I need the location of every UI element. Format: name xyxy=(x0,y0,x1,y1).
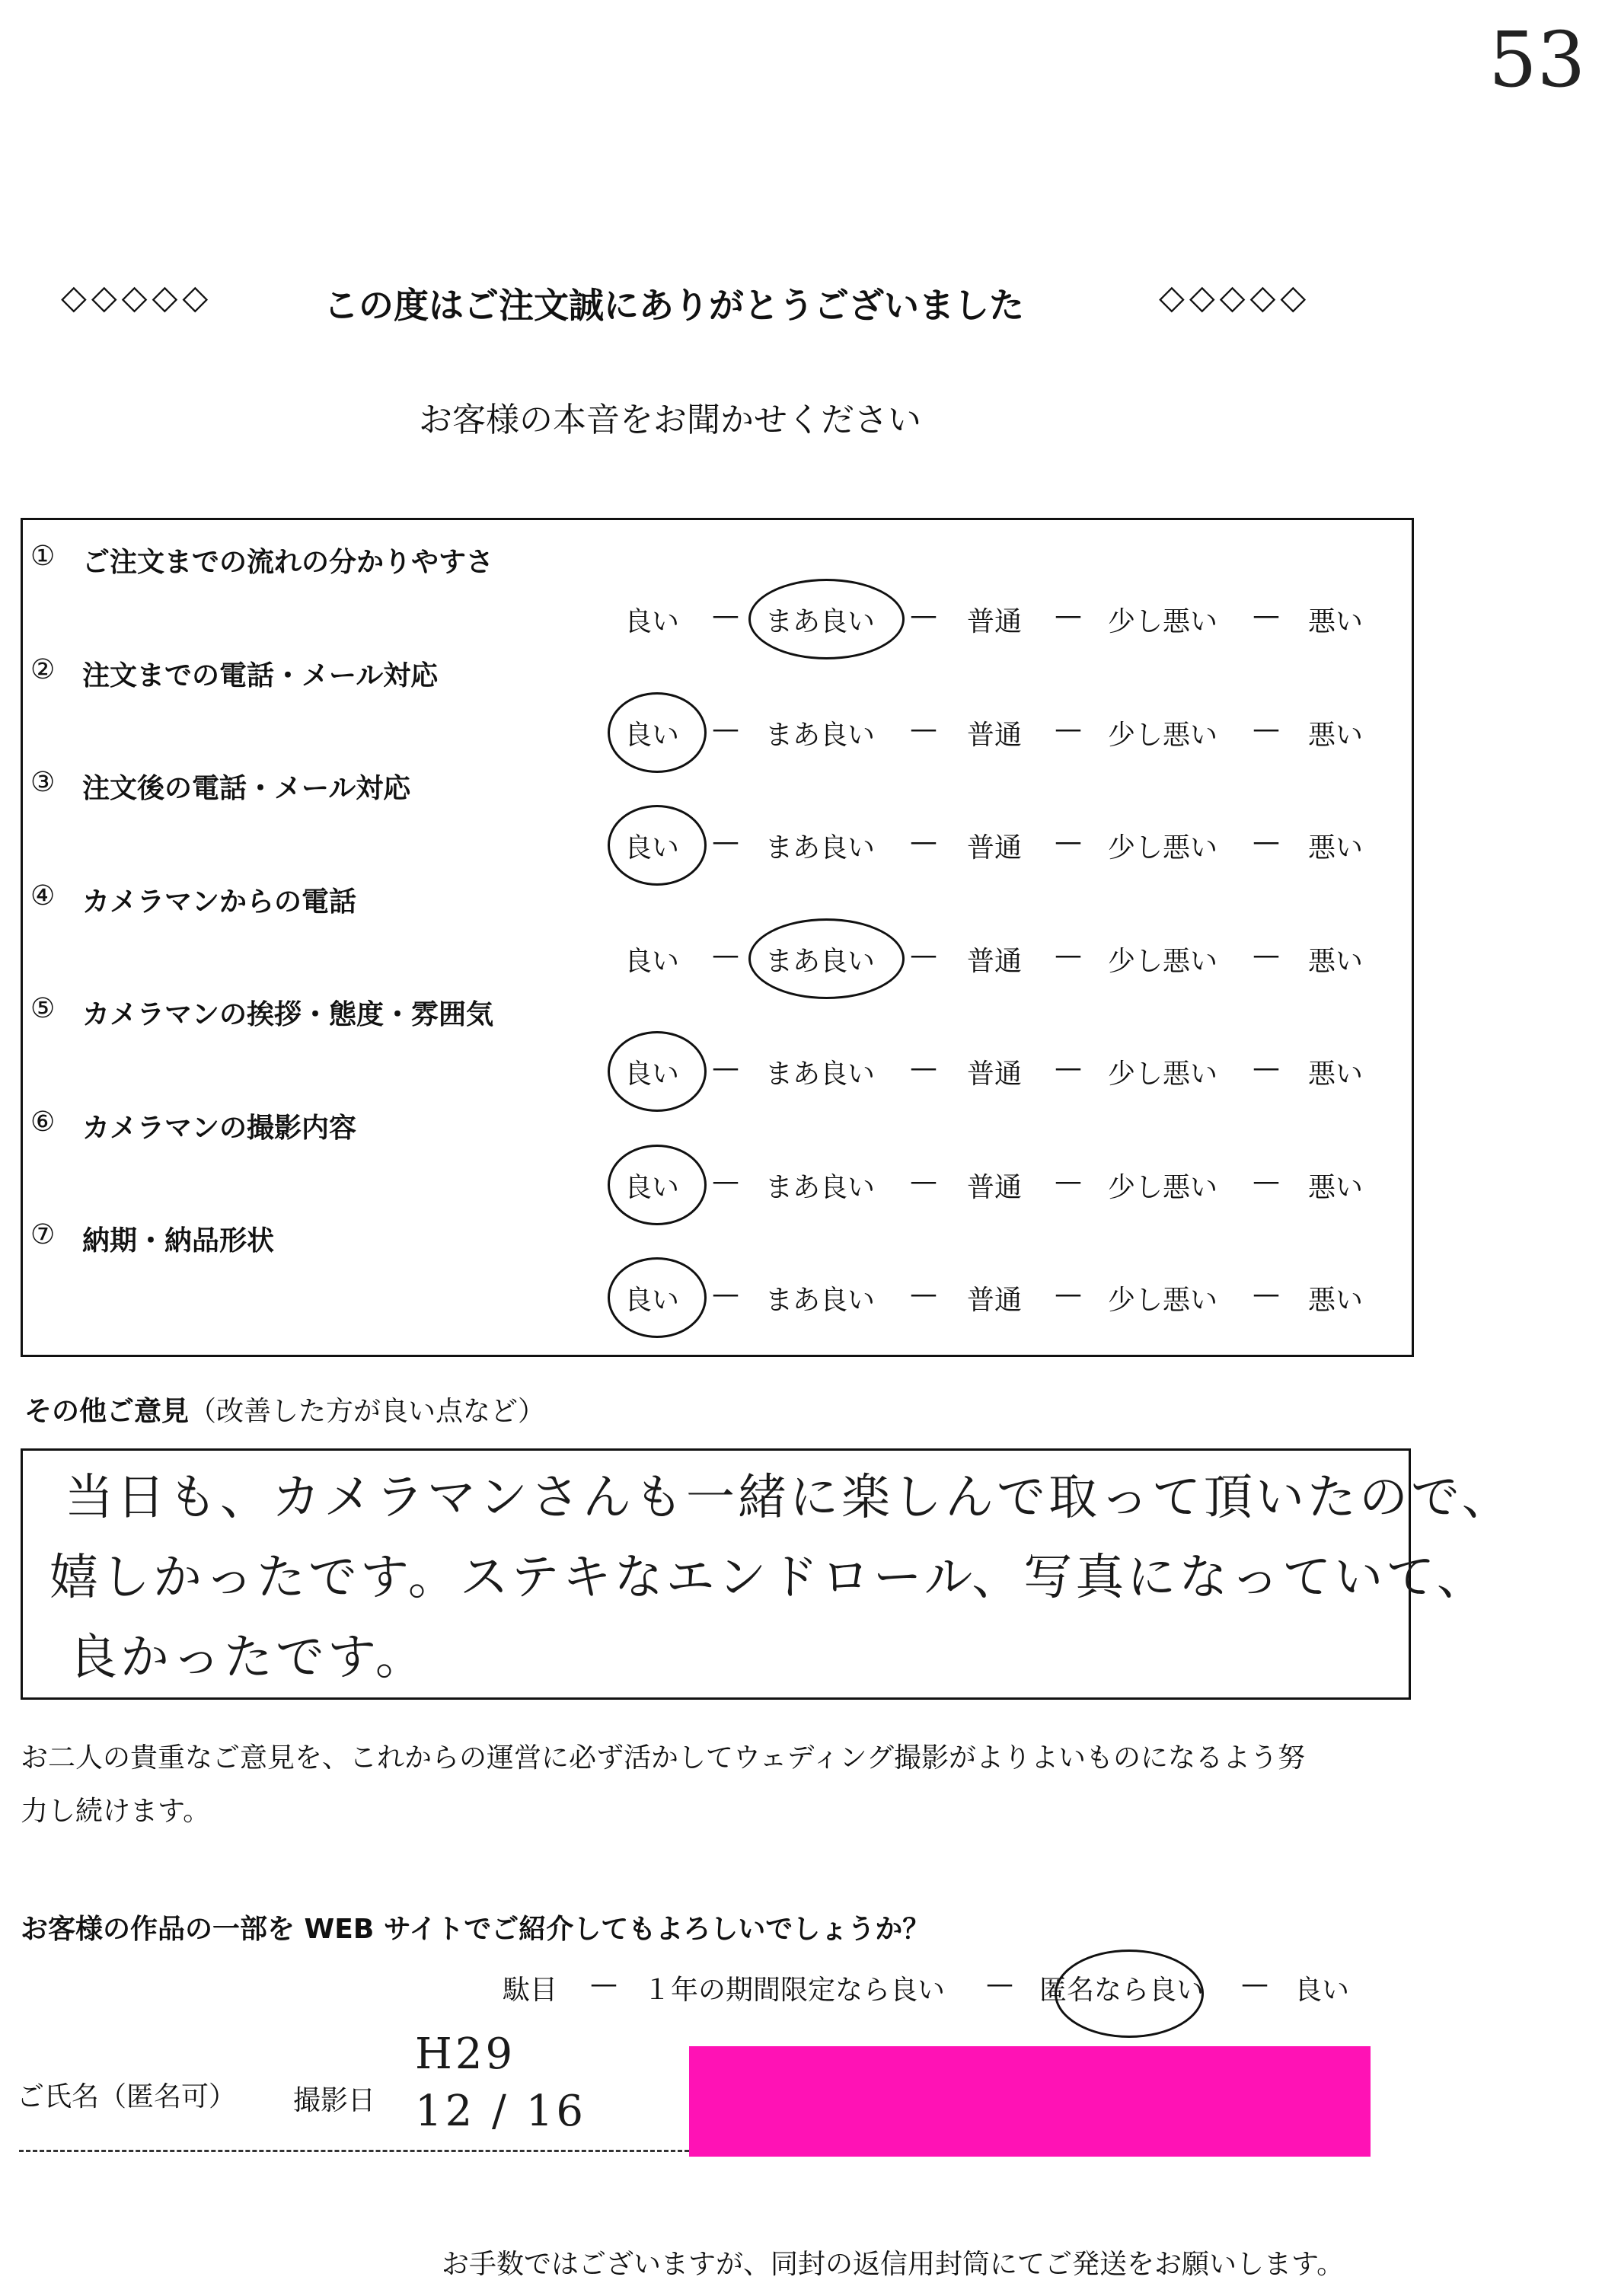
rating-option[interactable]: 少し悪い xyxy=(1108,1285,1218,1316)
page-number: 53 xyxy=(1489,15,1586,104)
shoot-date-year: H29 xyxy=(415,2029,516,2079)
question-number: ① xyxy=(30,541,56,572)
separator: — xyxy=(1253,826,1280,857)
rating-option[interactable]: 良い xyxy=(624,945,680,977)
rating-option[interactable]: 悪い xyxy=(1308,945,1364,977)
rating-option[interactable]: 少し悪い xyxy=(1108,606,1218,637)
closing-text-line: 力し続けます。 xyxy=(21,1796,211,1827)
closing-text-line: お二人の貴重なご意見を、これからの運営に必ず活かしてウェディング撮影がよりよいものになるよう努 xyxy=(21,1742,1305,1774)
rating-option[interactable]: 少し悪い xyxy=(1108,945,1218,977)
separator: — xyxy=(712,1165,739,1197)
separator: — xyxy=(1253,600,1280,631)
rating-option[interactable]: 普通 xyxy=(967,719,1023,751)
separator: — xyxy=(1055,826,1082,857)
separator: — xyxy=(712,1279,739,1310)
question-number: ⑤ xyxy=(30,993,56,1024)
question-text: 納期・納品形状 xyxy=(82,1225,275,1257)
shoot-date-day: 12 / 16 xyxy=(415,2087,586,2136)
rating-option[interactable]: 少し悪い xyxy=(1108,832,1218,864)
web-option-no[interactable]: 駄目 xyxy=(503,1975,558,2006)
rating-option[interactable]: 悪い xyxy=(1308,719,1364,751)
question-text: カメラマンからの電話 xyxy=(82,886,357,918)
rating-option[interactable]: 良い xyxy=(624,832,680,864)
separator: — xyxy=(1253,1165,1280,1197)
rating-option[interactable]: 悪い xyxy=(1308,1285,1364,1316)
separator: — xyxy=(910,826,937,857)
rating-option[interactable]: 少し悪い xyxy=(1108,1059,1218,1090)
separator: — xyxy=(910,600,937,631)
question-text: カメラマンの撮影内容 xyxy=(82,1112,357,1144)
separator: — xyxy=(712,713,739,745)
separator: — xyxy=(712,826,739,857)
footer-note: お手数ではございますが、同封の返信用封筒にてご発送をお願いします。 xyxy=(442,2249,1345,2280)
rating-option[interactable]: 良い xyxy=(624,606,680,637)
separator: — xyxy=(910,1165,937,1197)
selection-circle xyxy=(1055,1950,1204,2038)
shoot-date-label: 撮影日 xyxy=(293,2085,376,2116)
rating-option[interactable]: まあ良い xyxy=(765,1059,876,1090)
selection-circle xyxy=(608,805,707,886)
rating-option[interactable]: 悪い xyxy=(1308,832,1364,864)
rating-option[interactable]: まあ良い xyxy=(765,945,876,977)
comment-line: 当日も、カメラマンさんも一緒に楽しんで取って頂いたので、 xyxy=(65,1470,1514,1526)
rating-option[interactable]: まあ良い xyxy=(765,1171,876,1203)
separator: — xyxy=(910,1052,937,1084)
other-opinions-note: （改善した方が良い点など） xyxy=(189,1396,546,1427)
rating-option[interactable]: 良い xyxy=(624,719,680,751)
rating-option[interactable]: 普通 xyxy=(967,1285,1023,1316)
selection-circle xyxy=(608,1031,707,1112)
separator: — xyxy=(590,1969,618,2000)
rating-option[interactable]: 良い xyxy=(624,1171,680,1203)
decorative-diamonds-left: ◇◇◇◇◇ xyxy=(61,278,213,317)
rating-option[interactable]: 普通 xyxy=(967,1171,1023,1203)
question-text: 注文までの電話・メール対応 xyxy=(82,659,439,691)
rating-option[interactable]: 普通 xyxy=(967,606,1023,637)
redacted-name-box xyxy=(689,2046,1371,2157)
separator: — xyxy=(910,1279,937,1310)
separator: — xyxy=(1055,939,1082,971)
separator: — xyxy=(910,939,937,971)
question-number: ⑦ xyxy=(30,1219,56,1250)
separator: — xyxy=(910,713,937,745)
rating-option[interactable]: 良い xyxy=(624,1285,680,1316)
question-text: 注文後の電話・メール対応 xyxy=(82,773,411,804)
web-option-yes[interactable]: 良い xyxy=(1294,1975,1350,2006)
rating-option[interactable]: 普通 xyxy=(967,1059,1023,1090)
selection-circle xyxy=(748,579,905,659)
other-opinions-label: その他ご意見 xyxy=(24,1396,190,1427)
other-opinions-heading xyxy=(24,1390,545,1429)
separator: — xyxy=(1253,713,1280,745)
question-text: ご注文までの流れの分かりやすさ xyxy=(82,547,494,578)
separator: — xyxy=(986,1969,1013,2000)
rating-option[interactable]: 少し悪い xyxy=(1108,719,1218,751)
rating-option[interactable]: まあ良い xyxy=(765,719,876,751)
page-title: この度はご注文誠にありがとうございました xyxy=(324,285,1024,326)
question-number: ⑥ xyxy=(30,1106,56,1138)
decorative-diamonds-right: ◇◇◇◇◇ xyxy=(1159,278,1311,317)
web-option-anonymous[interactable]: 匿名なら良い xyxy=(1039,1975,1205,2006)
rating-option[interactable]: 良い xyxy=(624,1059,680,1090)
question-number: ④ xyxy=(30,880,56,912)
question-number: ② xyxy=(30,653,56,685)
page-subtitle: お客様の本音をお聞かせください xyxy=(419,401,921,439)
rating-option[interactable]: 普通 xyxy=(967,945,1023,977)
selection-circle xyxy=(748,918,905,999)
separator: — xyxy=(712,939,739,971)
rating-option[interactable]: まあ良い xyxy=(765,832,876,864)
separator: — xyxy=(1055,713,1082,745)
rating-option[interactable]: まあ良い xyxy=(765,606,876,637)
web-permission-question: お客様の作品の一部を WEB サイトでご紹介してもよろしいでしょうか？ xyxy=(21,1914,930,1945)
selection-circle xyxy=(608,692,707,773)
comment-line: 良かったです。 xyxy=(69,1630,427,1686)
separator: — xyxy=(1253,1052,1280,1084)
signature-dashed-line xyxy=(19,2150,689,2152)
rating-option[interactable]: 悪い xyxy=(1308,1171,1364,1203)
separator: — xyxy=(1055,600,1082,631)
separator: — xyxy=(1055,1052,1082,1084)
selection-circle xyxy=(608,1145,707,1225)
separator: — xyxy=(1253,1279,1280,1310)
rating-option[interactable]: 悪い xyxy=(1308,606,1364,637)
separator: — xyxy=(1253,939,1280,971)
separator: — xyxy=(712,1052,739,1084)
separator: — xyxy=(1055,1279,1082,1310)
rating-option[interactable]: 少し悪い xyxy=(1108,1171,1218,1203)
web-option-one-year[interactable]: １年の期間限定なら良い xyxy=(643,1975,946,2006)
rating-option[interactable]: まあ良い xyxy=(765,1285,876,1316)
rating-option[interactable]: 普通 xyxy=(967,832,1023,864)
separator: — xyxy=(712,600,739,631)
selection-circle xyxy=(608,1257,707,1338)
comment-line: 嬉しかったです。ステキなエンドロール、写真になっていて、 xyxy=(49,1550,1489,1606)
question-text: カメラマンの挨拶・態度・雰囲気 xyxy=(82,999,494,1030)
rating-option[interactable]: 悪い xyxy=(1308,1059,1364,1090)
question-number: ③ xyxy=(30,767,56,798)
separator: — xyxy=(1055,1165,1082,1197)
separator: — xyxy=(1241,1969,1269,2000)
name-label: ご氏名（匿名可） xyxy=(17,2081,237,2112)
